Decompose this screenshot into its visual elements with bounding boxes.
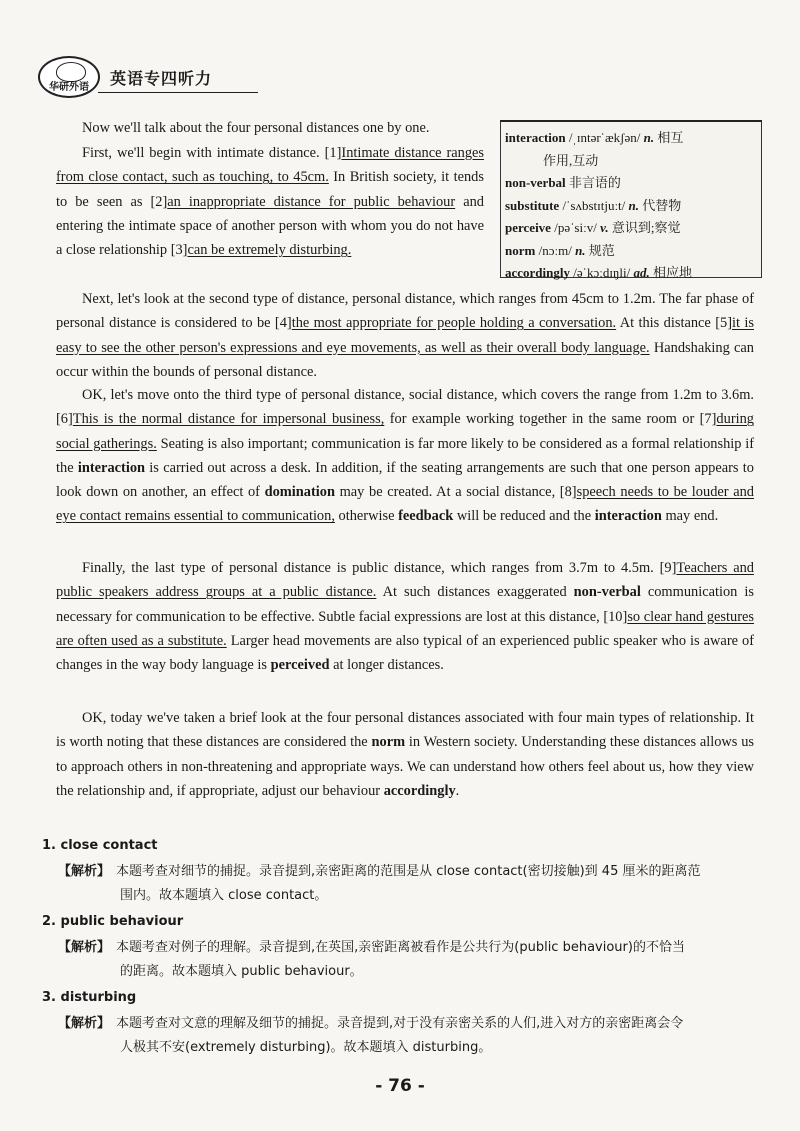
answer-9-underline: Teachers and public speakers address groups at a public distance.	[56, 560, 754, 601]
answer-8-underline: speech needs to be louder and eye contact remains essential to communication,	[56, 484, 754, 525]
answer-7-underline: during social gatherings.	[56, 411, 754, 452]
transcript-paragraph-5: Finally, the last type of personal distance is public distance, which ranges from 3.7m to 4.5m. [9]Teachers and public speakers address groups at a public distance. At such distances exaggerated non-verbal communication is necessary for communication to be effective. Subtle facial expressions are lost at this distance, [10]so clear hand gestures are often used as a substitute. Larger head movements are also typical of an experienced public speaker who is aware of changes in the way body language is perceived at longer distances.	[56, 560, 755, 674]
answer-10-underline: so clear hand gestures are often used as a substitute.	[56, 608, 755, 649]
answer-6-underline: This is the normal distance for impersonal business,	[72, 411, 385, 428]
book-title: 英语专四听力	[110, 69, 213, 88]
transcript-paragraph-4: OK, let's move onto the third type of personal distance, social distance, which covers the range from 1.2m to 3.6m. [6]This is the normal distance for impersonal business, for example working together in the same room or [7]during social gatherings. Seating is also important; communication is far more likely to be considered as a formal relationship if the interaction is carried out across a desk. In addition, if the seating arrangements are such that one person appears to look down on another, an effect of domination may be created. At a social distance, [8]speech needs to be louder and eye contact remains essential to communication, otherwise feedback will be reduced and the interaction may end.	[56, 387, 755, 525]
answer-heading-2: 2. public behaviour	[42, 914, 184, 929]
answer-3-underline: can be extremely disturbing.	[187, 242, 352, 259]
answer-1-underline: Intimate distance ranges from close contact, such as touching, to 45cm.	[56, 145, 484, 186]
header-divider	[98, 92, 258, 93]
transcript-paragraph-2: First, we'll begin with intimate distance. [1]Intimate distance ranges from close contact, such as touching, to 45cm. In British society, it tends to be seen as [2]an inappropriate distance for public behaviour and entering the intimate space of another person with whom you do not have a close relationship [3]can be extremely disturbing.	[56, 145, 484, 259]
analysis-1: 【解析】 本题考查对细节的捕捉。录音提到,亲密距离的范围是从 close contact(密切接触)到 45 厘米的距离范 围内。故本题填入 close contact。	[58, 864, 701, 903]
transcript-paragraph-3: Next, let's look at the second type of distance, personal distance, which ranges from 45cm to 1.2m. The far phase of personal distance is considered to be [4]the most appropriate for people holding a conversation. At this distance [5]it is easy to see the other person's expressions and eye movements, as well as their overall body language. Handshaking can occur within the bounds of personal distance.	[56, 291, 754, 380]
answer-5-underline: it is easy to see the other person's expressions and eye movements, as well as their overall body language.	[56, 315, 754, 356]
page-number: - 76 -	[375, 1076, 425, 1096]
logo-text: 华研外语	[49, 82, 89, 93]
vocab-entry: non-verbal 非言语的	[505, 175, 621, 190]
analysis-2: 【解析】 本题考查对例子的理解。录音提到,在英国,亲密距离被看作是公共行为(public behaviour)的不恰当 的距离。故本题填入 public behaviour。	[58, 940, 685, 979]
vocab-entry: interaction /ˌɪntərˈækʃən/ n. 相互	[505, 130, 684, 145]
vocab-entry-continued: 作用,互动	[543, 152, 599, 168]
page-header	[38, 56, 238, 100]
analysis-3: 【解析】 本题考查对文意的理解及细节的捕捉。录音提到,对于没有亲密关系的人们,进入对方的亲密距离会令 人极其不安(extremely disturbing)。故本题填入 disturbing。	[58, 1016, 684, 1055]
vocab-entry: accordingly /əˈkɔːdɪŋli/ ad. 相应地	[505, 265, 692, 280]
vocab-entry: substitute /ˈsʌbstɪtjuːt/ n. 代替物	[505, 197, 682, 213]
answer-2-underline: an inappropriate distance for public behaviour	[167, 193, 456, 210]
answer-heading-3: 3. disturbing	[42, 990, 137, 1005]
publisher-logo	[38, 56, 100, 98]
vocab-entry: norm /nɔːm/ n. 规范	[505, 242, 615, 258]
vocab-entry: perceive /pəˈsiːv/ v. 意识到;察觉	[505, 220, 681, 235]
vocabulary-box	[500, 120, 762, 278]
transcript-paragraph-6: OK, today we've taken a brief look at the four personal distances associated with four main types of relationship. It is worth noting that these distances are considered the norm in Western society. Understanding these distances allows us to approach others in non-threatening and appropriate ways. We can understand how others feel about us, how they view the relationship and, if appropriate, adjust our behaviour accordingly.	[56, 710, 755, 799]
answer-4-underline: the most appropriate for people holding a conversation.	[291, 315, 617, 332]
transcript-paragraph-1: Now we'll talk about the four personal distances one by one.	[82, 120, 430, 136]
answer-heading-1: 1. close contact	[42, 838, 158, 853]
